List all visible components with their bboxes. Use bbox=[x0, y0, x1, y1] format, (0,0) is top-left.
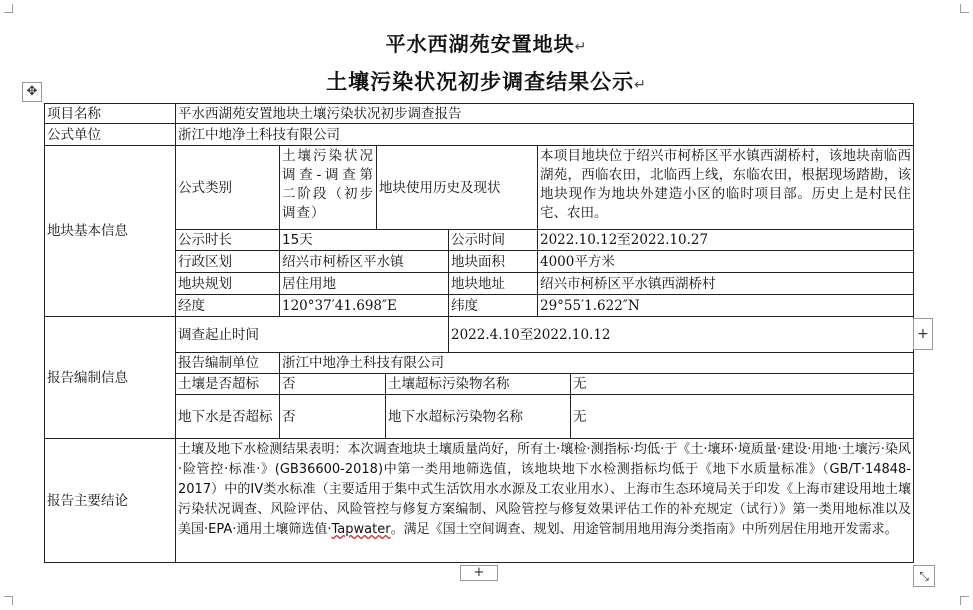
publicity-time-label: 公示时间 bbox=[448, 229, 538, 251]
publicity-type-label: 公式类别 bbox=[175, 145, 280, 230]
history-value[interactable]: 本项目地块位于绍兴市柯桥区平水镇西湖桥村，该地块南临西湖苑，西临农田，北临西上线，东临农田，根据现场踏勘，该地块现作为地块外建造小区的临时项目部。历史上是村民住宅、农田。 bbox=[537, 145, 914, 230]
paragraph-mark: ↵ bbox=[574, 39, 588, 55]
publisher-value[interactable]: 浙江中地净土科技有限公司 bbox=[175, 123, 914, 146]
publicity-time-value[interactable]: 2022.10.12至2022.10.27 bbox=[537, 229, 914, 251]
project-name-value[interactable]: 平水西湖苑安置地块土壤污染状况初步调查报告 bbox=[175, 103, 914, 124]
groundwater-exceed-value[interactable]: 否 bbox=[279, 394, 386, 439]
page-corner-mark bbox=[4, 4, 13, 13]
page-corner-mark bbox=[960, 596, 969, 605]
soil-pollutant-value[interactable]: 无 bbox=[570, 373, 914, 395]
area-value[interactable]: 4000平方米 bbox=[537, 250, 914, 273]
table-resize-handle-icon[interactable]: ⤡ bbox=[913, 565, 935, 587]
document-title bbox=[0, 28, 973, 57]
conclusion-text-part2: 。满足《国土空间调查、规划、用途管制用地用海分类指南》中所列居住用地开发需求。 bbox=[390, 522, 898, 537]
compiler-label: 报告编制单位 bbox=[175, 352, 280, 374]
longitude-label: 经度 bbox=[175, 294, 280, 317]
add-row-button[interactable]: + bbox=[460, 565, 498, 581]
longitude-value[interactable]: 120°37′41.698″E bbox=[279, 294, 449, 317]
publisher-label: 公式单位 bbox=[44, 123, 176, 146]
report-info-section-label: 报告编制信息 bbox=[44, 316, 176, 439]
survey-period-value[interactable]: 2022.4.10至2022.10.12 bbox=[448, 316, 914, 353]
conclusion-text-part1: 土壤及地下水检测结果表明：本次调查地块土壤质量尚好，所有土·壤检·测指标·均低·于《土·壤环·境质量·建设·用地·土壤污·染风·险管控·标准·》(GB36600-2018)中第一类用地筛选值，该地块地下水检测指标均低于《地下水质量标准》（GB/T·14848-2017）中的IV类水标准（主要适用于集中式生活饮用水水源及工农业用水）、上海市生态环境局关于印发《上海市建设用地土壤污染状况调查、风险评估、风险管控与修复方案编制、风险管控与修复效果评估工作的补充规定（试行）》第一类用地标准以及美国·EPA·通用土壤筛选值· bbox=[178, 442, 911, 537]
district-label: 行政区划 bbox=[175, 250, 280, 273]
publicity-type-value[interactable]: 土壤污染状况调查-调查第二阶段（初步调查） bbox=[279, 145, 377, 230]
latitude-label: 纬度 bbox=[448, 294, 538, 317]
planning-value[interactable]: 居住用地 bbox=[279, 272, 449, 295]
survey-period-label: 调查起止时间 bbox=[175, 316, 449, 353]
paragraph-mark: ↵ bbox=[634, 77, 647, 93]
planning-label: 地块规划 bbox=[175, 272, 280, 295]
duration-label: 公示时长 bbox=[175, 229, 280, 251]
page-corner-mark bbox=[4, 596, 13, 605]
soil-pollutant-label: 土壤超标污染物名称 bbox=[385, 373, 571, 395]
history-label: 地块使用历史及现状 bbox=[376, 145, 538, 230]
groundwater-exceed-label: 地下水是否超标 bbox=[175, 394, 280, 439]
title-line-1: 平水西湖苑安置地块 bbox=[385, 32, 575, 56]
soil-exceed-label: 土壤是否超标 bbox=[175, 373, 280, 395]
conclusion-section-label: 报告主要结论 bbox=[44, 438, 176, 563]
page-corner-mark bbox=[960, 4, 969, 13]
address-label: 地块地址 bbox=[448, 272, 538, 295]
title-line-2: 土壤污染状况初步调查结果公示 bbox=[326, 70, 635, 94]
add-column-button[interactable]: + bbox=[913, 318, 933, 350]
table-move-handle-icon[interactable]: ✥ bbox=[22, 82, 42, 102]
conclusion-text[interactable] bbox=[175, 438, 914, 563]
latitude-value[interactable]: 29°55′1.622″N bbox=[537, 294, 914, 317]
district-value[interactable]: 绍兴市柯桥区平水镇 bbox=[279, 250, 449, 273]
soil-exceed-value[interactable]: 否 bbox=[279, 373, 386, 395]
address-value[interactable]: 绍兴市柯桥区平水镇西湖桥村 bbox=[537, 272, 914, 295]
compiler-value[interactable]: 浙江中地净土科技有限公司 bbox=[279, 352, 914, 374]
groundwater-pollutant-label: 地下水超标污染物名称 bbox=[385, 394, 571, 439]
duration-value[interactable]: 15天 bbox=[279, 229, 449, 251]
project-name-label: 项目名称 bbox=[44, 103, 176, 124]
site-info-section-label: 地块基本信息 bbox=[44, 145, 176, 317]
document-subtitle bbox=[0, 66, 973, 96]
area-label: 地块面积 bbox=[448, 250, 538, 273]
groundwater-pollutant-value[interactable]: 无 bbox=[570, 394, 914, 439]
conclusion-text-wavy: Tapwater bbox=[331, 522, 391, 537]
